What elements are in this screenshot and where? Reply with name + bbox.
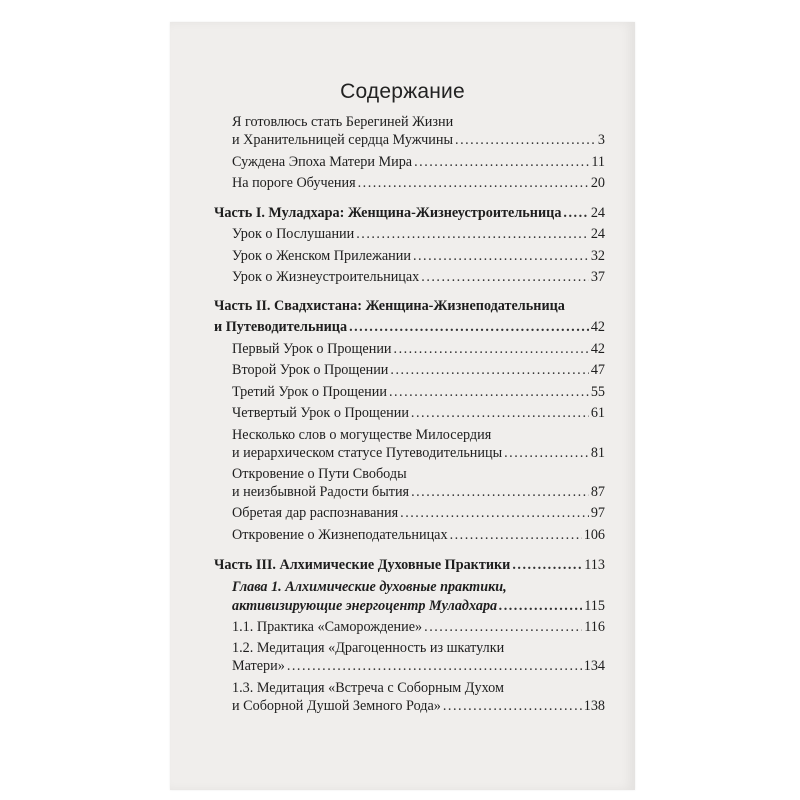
toc-entry-text: активизирующие энергоцентр Муладхара (232, 598, 498, 614)
toc-entry-text: и неизбывной Радости бытия (232, 484, 410, 500)
toc-entry (232, 153, 605, 171)
toc-entry (232, 657, 605, 675)
page-title: Содержание (340, 80, 465, 103)
toc-entry-text: Четвертый Урок о Прощении (232, 405, 409, 421)
toc-page-number: 42 (590, 341, 605, 357)
toc-entry (232, 444, 605, 462)
toc-page-number: 42 (590, 319, 605, 335)
toc-entry (232, 618, 605, 636)
toc-entry (232, 174, 605, 192)
toc-page-number: 116 (584, 619, 605, 635)
toc-entry-text: Суждена Эпоха Матери Мира (232, 154, 413, 170)
leader-dots (450, 526, 582, 544)
leader-dots (400, 504, 589, 522)
toc-entry-text: Третий Урок о Прощении (232, 384, 387, 400)
toc-entry-text: Откровение о Пути Свободы (232, 466, 407, 482)
toc-entry-line (232, 465, 407, 483)
toc-entry-text: Урок о Жизнеустроительницах (232, 269, 420, 285)
toc-entry-text: Обретая дар распознавания (232, 505, 399, 521)
leader-dots (421, 268, 589, 286)
toc-entry-line (232, 639, 504, 657)
toc-page-number: 20 (590, 175, 605, 191)
toc-entry-text: и Путеводительница (214, 319, 348, 335)
toc-entry-text: и иерархическом статусе Путеводительницы (232, 445, 503, 461)
toc-page-number: 37 (590, 269, 605, 285)
toc-entry-text: и Хранительницей сердца Мужчины (232, 132, 454, 148)
leader-dots (390, 361, 588, 379)
toc-entry-text: 1.3. Медитация «Встреча с Соборным Духом (232, 680, 504, 696)
leader-dots (424, 618, 582, 636)
toc-entry (232, 131, 605, 149)
toc-entry-text: Откровение о Жизнеподательницах (232, 527, 448, 543)
toc-part-heading (214, 204, 605, 222)
toc-chapter-heading (232, 597, 605, 615)
toc-page-number: 47 (590, 362, 605, 378)
toc-entry-text: Несколько слов о могуществе Милосердия (232, 427, 492, 443)
toc-entry-line (232, 426, 491, 444)
toc-entry-text: Первый Урок о Прощении (232, 341, 392, 357)
toc-entry (232, 697, 605, 715)
leader-dots (358, 174, 589, 192)
toc-entry (232, 526, 605, 544)
toc-page-number: 87 (590, 484, 605, 500)
toc-page-number: 32 (590, 248, 605, 264)
toc-page-number: 134 (583, 658, 605, 674)
toc-page-number: 97 (590, 505, 605, 521)
toc-entry-text: Урок о Послушании (232, 226, 355, 242)
leader-dots (413, 247, 589, 265)
toc-entry (232, 483, 605, 501)
leader-dots (349, 318, 589, 336)
toc-page-number: 11 (591, 154, 605, 170)
leader-dots (443, 697, 582, 715)
toc-entry-text: 1.1. Практика «Саморождение» (232, 619, 423, 635)
toc-page-number: 115 (584, 598, 605, 614)
leader-dots (287, 657, 582, 675)
toc-entry-text: Я готовлюсь стать Берегиней Жизни (232, 114, 454, 130)
toc-entry (232, 340, 605, 358)
toc-entry-line (232, 113, 453, 131)
toc-part-heading (214, 556, 605, 574)
leader-dots (389, 383, 589, 401)
toc-entry (232, 504, 605, 522)
toc-page-number: 55 (590, 384, 605, 400)
toc-part-heading (214, 318, 605, 336)
leader-dots (414, 153, 589, 171)
toc-entry (232, 225, 605, 243)
toc-page-number: 3 (597, 132, 605, 148)
toc-entry-text: Часть II. Свадхистана: Женщина-Жизнеподательница (214, 298, 565, 314)
toc-page-number: 24 (590, 205, 605, 221)
toc-chapter-heading-line (232, 578, 507, 596)
toc-entry-text: Урок о Женском Прилежании (232, 248, 411, 264)
toc-part-heading-line (214, 297, 565, 315)
leader-dots (394, 340, 589, 358)
leader-dots (504, 444, 589, 462)
toc-page-number: 113 (584, 557, 605, 573)
toc-entry-text: На пороге Обучения (232, 175, 356, 191)
toc-entry (232, 383, 605, 401)
toc-entry (232, 247, 605, 265)
leader-dots (411, 404, 589, 422)
leader-dots (563, 204, 588, 222)
toc-page-number: 106 (583, 527, 605, 543)
toc-entry (232, 361, 605, 379)
toc-entry (232, 268, 605, 286)
leader-dots (411, 483, 589, 501)
leader-dots (499, 597, 582, 615)
toc-entry-text: Часть I. Муладхара: Женщина-Жизнеустроительница (214, 205, 562, 221)
toc-entry-text: Часть III. Алхимические Духовные Практики (214, 557, 511, 573)
toc-entry-text: Глава 1. Алхимические духовные практики, (232, 579, 507, 595)
toc-page-number: 81 (590, 445, 605, 461)
toc-entry-line (232, 679, 504, 697)
leader-dots (356, 225, 589, 243)
toc-entry-text: и Соборной Душой Земного Рода» (232, 698, 441, 714)
leader-dots (455, 131, 596, 149)
toc-page-number: 24 (590, 226, 605, 242)
toc-entry-text: Второй Урок о Прощении (232, 362, 389, 378)
toc-entry (232, 404, 605, 422)
leader-dots (512, 556, 582, 574)
toc-entry-text: Матери» (232, 658, 285, 674)
toc-page-number: 61 (590, 405, 605, 421)
toc-page-number: 138 (583, 698, 605, 714)
toc-entry-text: 1.2. Медитация «Драгоценность из шкатулки (232, 640, 505, 656)
